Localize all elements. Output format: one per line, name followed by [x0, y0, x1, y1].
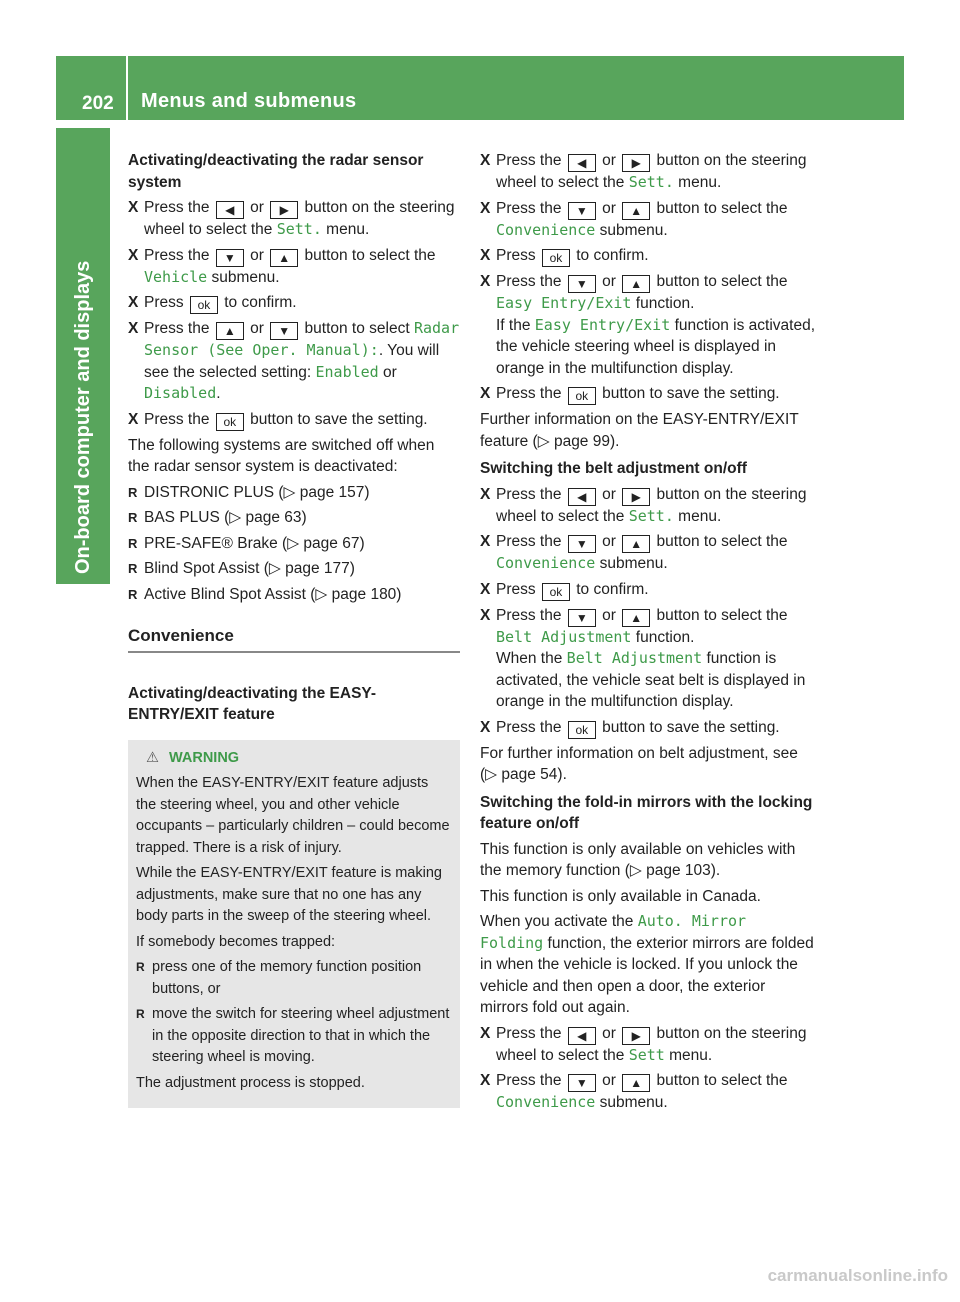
mirror-text: This function is only available on vehicles with the memory function (▷ page 103).: [480, 840, 796, 879]
header-divider: [126, 56, 128, 120]
mirror-step-2: X Press the ▼ or ▲ button to select the Convenience submenu.: [480, 1070, 815, 1114]
down-arrow-icon: ▼: [216, 249, 244, 267]
side-tab-label: On-board computer and displays: [72, 260, 94, 574]
belt-step-1: X Press the ◀ or ▶ button on the steering wheel to select the Sett. menu.: [480, 484, 815, 528]
easy-step-5: X Press the ok button to save the setting.: [480, 383, 815, 405]
menu-sett: Sett.: [628, 173, 674, 191]
warning-title: ⚠ WARNING: [146, 749, 240, 766]
radar-step-1: X Press the ◀ or ▶ button on the steering wheel to select the Sett. menu.: [128, 197, 460, 241]
belt-step-5: X Press the ok button to save the setting.: [480, 717, 815, 739]
radar-step-2: X Press the ▼ or ▲ button to select the Vehicle submenu.: [128, 245, 460, 289]
menu-sett: Sett.: [628, 506, 674, 525]
left-column: [128, 150, 460, 1108]
warning-icon: ⚠: [146, 749, 159, 766]
menu-belt-adjustment: Belt Adjustment: [566, 649, 703, 667]
easy-step-1: X Press the ◀ or ▶ button on the steering wheel to select the Sett. menu.: [480, 150, 815, 194]
right-column: [480, 150, 815, 1118]
left-arrow-icon: ◀: [568, 1027, 596, 1045]
ok-icon: ok: [190, 296, 218, 314]
setting-disabled: Disabled: [144, 384, 217, 402]
list-item: R Blind Spot Assist (▷ page 177): [128, 558, 460, 580]
page-title: Menus and submenus: [141, 90, 357, 112]
menu-convenience: Convenience: [496, 220, 596, 239]
easy-step-3: X Press ok to confirm.: [480, 245, 815, 267]
menu-belt-adjustment: Belt Adjustment: [496, 627, 632, 646]
warning-text: The adjustment process is stopped.: [136, 1074, 365, 1091]
radar-heading: Activating/deactivating the radar sensor system: [128, 152, 424, 191]
menu-easy-entry: Easy Entry/Exit: [496, 294, 632, 312]
following-text: The following systems are switched off when the radar sensor system is deactivated:: [128, 436, 435, 475]
down-arrow-icon: ▼: [568, 275, 596, 293]
menu-sett: Sett: [628, 1045, 665, 1064]
right-arrow-icon: ▶: [622, 488, 650, 506]
right-arrow-icon: ▶: [622, 154, 650, 172]
setting-enabled: Enabled: [315, 362, 379, 381]
right-arrow-icon: ▶: [270, 201, 298, 219]
up-arrow-icon: ▲: [622, 1074, 650, 1092]
menu-convenience: Convenience: [496, 1093, 596, 1111]
right-arrow-icon: ▶: [622, 1027, 650, 1045]
list-item: R PRE-SAFE® Brake (▷ page 67): [128, 533, 460, 555]
radar-step-4: X Press the ▲ or ▼ button to select Radar Sensor (See Oper. Manual):. You will see the selected setting: Enabled or Disabled.: [128, 318, 460, 405]
list-item: R BAS PLUS (▷ page 63): [128, 507, 460, 529]
ok-icon: ok: [568, 387, 596, 405]
belt-further: For further information on belt adjustment, see (▷ page 54).: [480, 744, 798, 783]
belt-heading: Switching the belt adjustment on/off: [480, 460, 747, 477]
down-arrow-icon: ▼: [568, 535, 596, 553]
down-arrow-icon: ▼: [270, 322, 298, 340]
section-convenience: Convenience: [128, 625, 460, 653]
further-info: Further information on the EASY-ENTRY/EXIT feature (▷ page 99).: [480, 411, 799, 450]
up-arrow-icon: ▲: [622, 202, 650, 220]
warning-box: [128, 740, 460, 1109]
warning-text: While the EASY-ENTRY/EXIT feature is making adjustments, make sure that no one has any body parts in the sweep of the steering wheel.: [136, 865, 442, 924]
menu-sett: Sett.: [276, 220, 322, 238]
up-arrow-icon: ▲: [216, 322, 244, 340]
menu-convenience: Convenience: [496, 554, 596, 572]
ok-icon: ok: [216, 413, 244, 431]
up-arrow-icon: ▲: [622, 535, 650, 553]
left-arrow-icon: ◀: [568, 154, 596, 172]
list-item: R Active Blind Spot Assist (▷ page 180): [128, 584, 460, 606]
down-arrow-icon: ▼: [568, 1074, 596, 1092]
warning-bullet: R move the switch for steering wheel adjustment in the opposite direction to that in which the steering wheel is moving.: [136, 1004, 452, 1069]
watermark: carmanualsonline.info: [767, 1265, 948, 1285]
mirror-heading: Switching the fold-in mirrors with the locking feature on/off: [480, 793, 813, 832]
down-arrow-icon: ▼: [568, 609, 596, 627]
belt-step-3: X Press ok to confirm.: [480, 579, 815, 601]
belt-step-4: X Press the ▼ or ▲ button to select the Belt Adjustment function. When the Belt Adjustment function is activated, the vehicle seat belt is displayed in orange in the multifunction display.: [480, 605, 815, 713]
radar-step-3: X Press ok to confirm.: [128, 292, 460, 314]
belt-step-2: X Press the ▼ or ▲ button to select the Convenience submenu.: [480, 531, 815, 575]
left-arrow-icon: ◀: [568, 488, 596, 506]
mirror-text: When you activate the Auto. Mirror Folding function, the exterior mirrors are folded in when the vehicle is locked. If you unlock the vehicle and then open a door, the exterior mirrors fold out again.: [480, 912, 814, 1016]
up-arrow-icon: ▲: [622, 609, 650, 627]
down-arrow-icon: ▼: [568, 202, 596, 220]
up-arrow-icon: ▲: [270, 249, 298, 267]
radar-step-5: X Press the ok button to save the setting.: [128, 409, 460, 431]
mirror-text: This function is only available in Canada.: [480, 887, 761, 905]
list-item: R DISTRONIC PLUS (▷ page 157): [128, 482, 460, 504]
left-arrow-icon: ◀: [216, 201, 244, 219]
up-arrow-icon: ▲: [622, 275, 650, 293]
warning-text: If somebody becomes trapped:: [136, 933, 336, 950]
ok-icon: ok: [542, 249, 570, 267]
easy-entry-heading: Activating/deactivating the EASY-ENTRY/EXIT feature: [128, 684, 377, 723]
ok-icon: ok: [542, 583, 570, 601]
menu-radar-sensor: Radar Sensor (See Oper. Manual):: [144, 319, 460, 359]
menu-auto-mirror-folding: Auto. Mirror Folding: [480, 912, 747, 952]
ok-icon: ok: [568, 721, 596, 739]
menu-easy-entry: Easy Entry/Exit: [534, 315, 671, 334]
menu-vehicle: Vehicle: [144, 267, 208, 286]
warning-text: When the EASY-ENTRY/EXIT feature adjusts the steering wheel, you and other vehicle occupants – particularly children – could become trapped. There is a risk of injury.: [136, 775, 450, 856]
easy-step-2: X Press the ▼ or ▲ button to select the Convenience submenu.: [480, 198, 815, 242]
mirror-step-1: X Press the ◀ or ▶ button on the steering wheel to select the Sett menu.: [480, 1023, 815, 1067]
page-number: 202: [82, 93, 114, 114]
warning-bullet: R press one of the memory function position buttons, or: [136, 957, 452, 1000]
easy-step-4: X Press the ▼ or ▲ button to select the Easy Entry/Exit function. If the Easy Entry/Exit function is activated, the vehicle steering wheel is displayed in orange in the multifunction display.: [480, 271, 815, 379]
